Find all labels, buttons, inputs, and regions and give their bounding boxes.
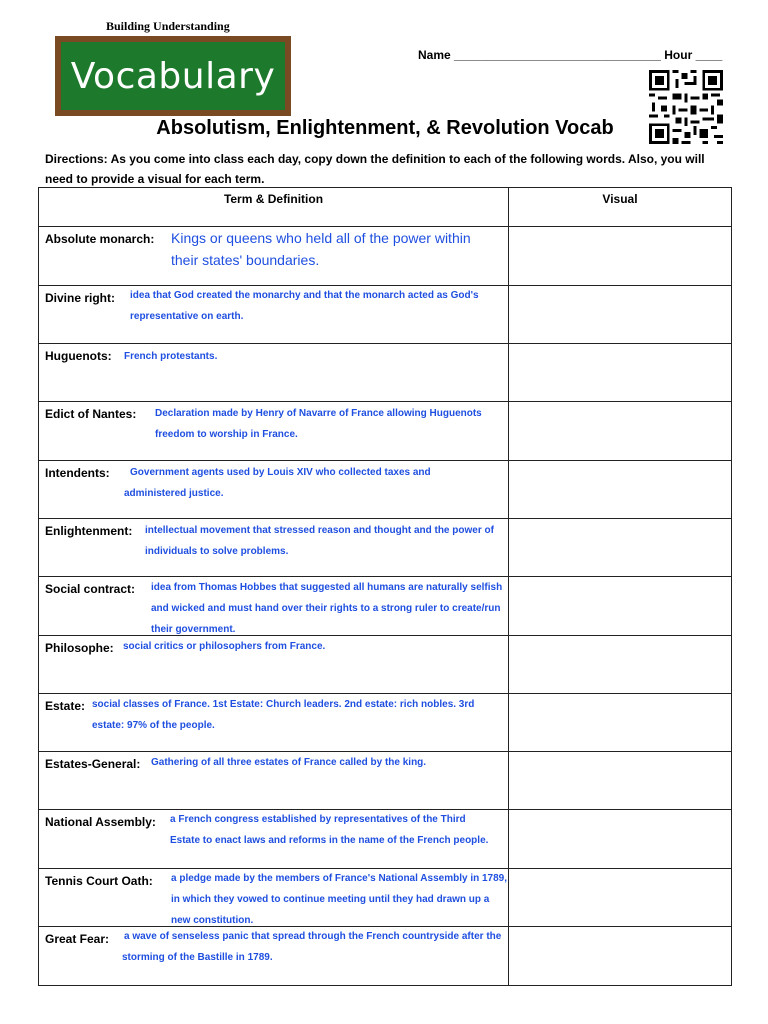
definition-text: Declaration made by Henry of Navarre of France allowing Huguenots freedom to worship in France. [155,408,482,440]
visual-cell[interactable] [509,519,732,577]
table-header-row [39,188,732,227]
table-row [39,344,732,402]
vocabulary-banner [55,36,291,116]
table-row [39,927,732,986]
table-row [39,694,732,752]
table-row [39,869,732,927]
definition-text: Gathering of all three estates of France called by the king. [151,757,427,768]
definition-text: idea that God created the monarchy and that the monarch acted as God's representative on earth. [130,290,479,322]
term-label: Estate: [45,699,86,713]
table-row [39,752,732,810]
page-title: Absolutism, Enlightenment, & Revolution Vocab [156,117,614,139]
column-header-visual: Visual [509,188,732,227]
table-row [39,227,732,286]
directions-text: Directions: As you come into class each day, copy down the definition to each of the following words. Also, you will need to provide a visual for each term. [45,152,705,186]
term-label: National Assembly: [45,815,156,829]
term-label: Intendents: [45,466,110,480]
visual-cell[interactable] [509,869,732,927]
definition-text: a French congress established by representatives of the Third Estate to enact laws and reforms in the name of the French people. [170,814,489,846]
term-label: Tennis Court Oath: [45,874,153,888]
visual-cell[interactable] [509,286,732,344]
visual-cell[interactable] [509,461,732,519]
definition-text: Kings or queens who held all of the power within their states' boundaries. [171,230,471,268]
table-row [39,577,732,636]
definition-text: a pledge made by the members of France's National Assembly in 1789, in which they vowed to continue meeting until they had drawn up a new constitution. [171,873,508,926]
definition-text: intellectual movement that stressed reason and thought and the power of individuals to solve problems. [145,525,494,557]
term-label: Social contract: [45,582,136,596]
table-row [39,810,732,869]
definition-text: idea from Thomas Hobbes that suggested all humans are naturally selfish and wicked and must hand over their rights to a strong ruler to create/run their government. [151,582,503,635]
term-label: Great Fear: [45,932,110,946]
column-header-term: Term & Definition [39,188,509,227]
definition-text: social classes of France. 1st Estate: Church leaders. 2nd estate: rich nobles. 3rd estate: 97% of the people. [92,699,475,731]
banner-caption: Building Understanding [106,19,230,33]
visual-cell[interactable] [509,577,732,636]
visual-cell[interactable] [509,752,732,810]
visual-cell[interactable] [509,636,732,694]
visual-cell[interactable] [509,927,732,986]
table-row [39,519,732,577]
visual-cell[interactable] [509,694,732,752]
table-row [39,286,732,344]
definition-text: social critics or philosophers from France. [123,641,326,652]
term-label: Huguenots: [45,349,112,363]
definition-text: French protestants. [124,351,218,362]
table-row [39,402,732,461]
definition-text: Government agents used by Louis XIV who collected taxes and administered justice. [124,467,431,499]
term-label: Philosophe: [45,641,114,655]
term-label: Edict of Nantes: [45,407,137,421]
term-label: Absolute monarch: [45,232,155,246]
visual-cell[interactable] [509,344,732,402]
name-hour-line: Name _______________________________ Hour ____ [418,48,723,62]
visual-cell[interactable] [509,402,732,461]
visual-cell[interactable] [509,227,732,286]
banner-word: Vocabulary [61,42,285,110]
term-label: Enlightenment: [45,524,133,538]
vocab-table [38,187,732,986]
definition-text: a wave of senseless panic that spread through the French countryside after the storming of the Bastille in 1789. [122,931,502,963]
table-row [39,636,732,694]
table-row [39,461,732,519]
term-label: Estates-General: [45,757,141,771]
term-label: Divine right: [45,291,116,305]
visual-cell[interactable] [509,810,732,869]
